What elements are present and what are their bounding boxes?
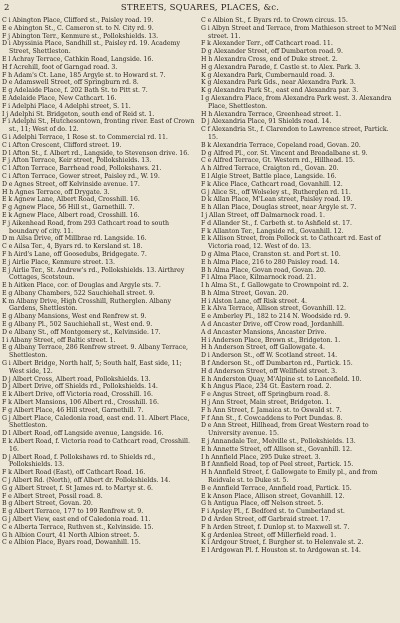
street-entry: B g Albert Street, Govan. 20. bbox=[2, 500, 93, 508]
street-entry: E j Airlie Place, Kenmure street. 13. bbox=[2, 258, 115, 266]
street-entry: I g Alexandra Place, from Alexandra Park west. 3. Alexandra Place, Shettleston. bbox=[201, 94, 392, 110]
street-entry: D g Alexander Street, off Dumbarton road. 9. bbox=[201, 48, 343, 56]
street-entry: E j Annandale Ter., Melville st., Pollokshields. 13. bbox=[201, 438, 356, 446]
street-entry: I j Adelphi St. Bridgeton, south end of Reid st. 1. bbox=[2, 110, 155, 118]
street-entry: F f Ann St., f. Cowcaddens to Port Dundas. 8. bbox=[201, 414, 343, 422]
street-entry: E e Abington St., C. Cameron st. to N. City rd. 9. bbox=[2, 24, 154, 32]
street-entry: F k Albert Road (East), off Cathcart Road. 16. bbox=[2, 469, 146, 477]
page-number: 2 bbox=[4, 3, 10, 13]
street-entry: G i Albyn Street and Terrace, from Mathieson street to M'Neil street. 11. bbox=[201, 24, 397, 40]
street-entry: C e Alfred Terrace, Gt. Western rd., Hillhead. 15. bbox=[201, 157, 355, 165]
street-entry: D g Alfred Pl., cor. St. Vincent and Breadalbane st. 9. bbox=[201, 149, 368, 157]
street-entry: F h Ann Street, f. Jamaica st. to Oswald st. 7. bbox=[201, 406, 342, 414]
street-entry: H h Alexandra Terrace, Greenhead street. 1. bbox=[201, 110, 342, 118]
street-entry: K g Alexandra Park Gds., near Alexandra Park. 3. bbox=[201, 79, 356, 87]
street-entry: F g Agnew Place, 56 Hill st., Garnethill. 7. bbox=[2, 204, 135, 212]
street-entry: B h Alma Street, Govan. 20. bbox=[201, 289, 289, 297]
street-entry: F i Apsley Pl., f. Bedford st. to Cumberland st. bbox=[201, 508, 345, 516]
street-entry: D l Albert Road, off Langside avenue, Langside. 16. bbox=[2, 430, 164, 438]
street-entry: G j Alice St., off Wolseley st., Rutherglen rd. 11. bbox=[201, 188, 351, 196]
street-entry: D i Anderson St., off W. Scotland street. 14. bbox=[201, 352, 338, 360]
street-entry: A d Ancaster Mansions, Ancaster Drive. bbox=[201, 328, 327, 336]
street-entry: E e Amberley Pl., 182 to 214 N. Woodside rd. 9. bbox=[201, 313, 351, 321]
street-entry: E j Airlie Ter., St. Andrew's rd., Pollokshields. 13. Airthrey Cottages, Scotstoun. bbox=[2, 266, 185, 282]
street-entry: I i Albany Street, off Baltic street. 1. bbox=[2, 336, 116, 344]
street-entry: I j Allan Street, off Dalmarnock road. 1. bbox=[201, 211, 325, 219]
street-entry: D g Alma Place, Cranston st. and Port st. 10. bbox=[201, 250, 341, 258]
street-entry: C j Albert Rd. (North), off Albert dr. Pollokshields. 14. bbox=[2, 477, 171, 485]
street-entry: H j Ann Street, Main street, Bridgeton. 1. bbox=[201, 399, 332, 407]
street-entry: F e Angus Street, off Springburn road. 8. bbox=[201, 391, 330, 399]
page-title: STREETS, SQUARES, PLACES, &c. bbox=[120, 3, 280, 13]
street-entry: D e Agnes Street, off Kelvinside avenue. 17. bbox=[2, 180, 140, 188]
street-entry: H h Annfield Street, f. Gallowgate to Emily pl., and from Reidvale st. to Duke st. 5. bbox=[201, 469, 378, 485]
street-entry: E k Anson Place, Allison street, Govanhill. 12. bbox=[201, 492, 345, 500]
street-entry: G i Adelphi Terrace, 1 Rose st. to Commercial rd. 11. bbox=[2, 133, 168, 141]
street-entry: F h Adam's Ct. Lane, 185 Argyle st. to Howard st. 7. bbox=[2, 71, 166, 79]
street-entry: B k Alexandria Terrace, Copeland road, Govan. 20. bbox=[201, 141, 361, 149]
right-column bbox=[201, 17, 397, 555]
street-entry: E k Agnew Lane, Albert Road, Crosshill. 16. bbox=[2, 196, 140, 204]
street-entry: E g Albany Pl., 502 Sauchiehall st., West end. 9. bbox=[2, 321, 153, 329]
street-entry: H h Agnes Terrace, off Drygate. 3. bbox=[2, 188, 110, 196]
street-entry: H i Alston Lane, off Risk street. 4. bbox=[201, 297, 308, 305]
street-entry: E g Adelaide Place, f. 202 Bath St. to Pitt st. 7. bbox=[2, 87, 148, 95]
street-entry: E g Albany Mansions, West end Renfrew st. 9. bbox=[2, 313, 147, 321]
street-entry: E Adelaide Place, New Cathcart. 16. bbox=[2, 94, 117, 102]
street-entry: F k Alice Place, Cathcart road, Govanhill. 12. bbox=[201, 180, 343, 188]
street-entry: E l Achray Terrace, Cathkin Road, Langside. 16. bbox=[2, 55, 154, 63]
street-entry: H d Anderson Street, off Wellfield street. 3. bbox=[201, 367, 338, 375]
street-entry: E h Annette Street, off Allison st., Govanhill. 12. bbox=[201, 445, 352, 453]
street-entry: F k Allanton Ter., Langside rd., Govanhill. 12. bbox=[201, 227, 344, 235]
street-entry: F g Albert Place, 46 Hill street, Garnethill. 7. bbox=[2, 406, 144, 414]
street-entry: D j Albert Road, f. Pollokshaws rd. to Shields rd., Pollokshields. 13. bbox=[2, 453, 156, 469]
street-entry: F i Adelphi Place, 4 Adelphi street, S. 11. bbox=[2, 102, 131, 110]
street-entry: C f Alexandria St., f. Clarendon to Lawrence street, Partick. 15. bbox=[201, 126, 389, 141]
street-entry: E k Albert Road, f. Victoria road to Cathcart road, Crosshill. 16. bbox=[2, 438, 191, 453]
street-entry: K g Alexandra Park St., east end Alexandra par. 3. bbox=[201, 87, 359, 95]
street-entry: E h Anderston Quay, M'Alpine st. to Lancefield. 10. bbox=[201, 375, 362, 383]
street-entry: C l Afton Terrace, Barrhead road, Pollokshaws. 21. bbox=[2, 165, 162, 173]
street-entry: K g Ardenlea Street, off Millerfield road. 1. bbox=[201, 531, 337, 539]
street-entry: E h Alma Place, 216 to 280 Paisley road. 14. bbox=[201, 258, 340, 266]
street-entry: E h Aitken Place, cor. of Douglas and Argyle sts. 7. bbox=[2, 282, 161, 290]
street-entry: C e Ailsa Ter., 4, Byars rd. to Kersland st. 18. bbox=[2, 243, 143, 251]
street-entry: G i Albert Bridge, North half, 5; South half, East side, 11; West side, 12. bbox=[2, 360, 182, 375]
street-entry: E k Agnew Place, Albert road, Crosshill. 16. bbox=[2, 211, 140, 219]
street-entry: K i Ardgour Street, f. Burgher st. to Helenvale st. 2. bbox=[201, 539, 364, 547]
street-entry: C e Albion St., f. Byars rd. to Crown circus. 15. bbox=[201, 17, 348, 24]
left-column bbox=[2, 17, 198, 547]
street-entry: D i Abyssinia Place, Sandhill st., Paisley rd. 19. Academy Street, Shettleston. bbox=[2, 40, 181, 56]
street-entry: H h Anderson Street, off Gallowgate. 4. bbox=[201, 344, 326, 352]
street-entry: E k Albert Drive, off Victoria road, Crosshill. 16. bbox=[2, 391, 154, 399]
street-entry: D j Albert Cross, Albert road, Pollokshields. 13. bbox=[2, 375, 151, 383]
street-entry: D j Alexandria Place, 91 Shields road. 14. bbox=[201, 118, 332, 126]
street-entry: I h Annfield Place, 295 Duke street. 3. bbox=[201, 453, 321, 461]
street-entry: K h Angus Place, 234 Gt. Eastern road. 2. bbox=[201, 383, 332, 391]
street-entry: G h Albion Court, 41 North Albion street. 5. bbox=[2, 531, 140, 539]
street-entry: F i Adelphi St., Hutchesontown, fronting river. East of Crown st., 11; West of do. 12. bbox=[2, 118, 195, 134]
street-entry: E k Allison Street, from Pollock st. to Cathcart rd. East of Victoria road, 12. West of do. 13. bbox=[201, 235, 381, 251]
street-entry: A d Ancaster Drive, off Crow road, Jordanhill. bbox=[201, 321, 344, 329]
street-entry: A h Alfred Terrace, Craigton rd., Govan. 20. bbox=[201, 165, 339, 173]
street-entry: G g Albert Street, f. St James rd. to Martyr st. 6. bbox=[2, 484, 154, 492]
street-entry: G j Albert View, east end of Caledonia road. 11. bbox=[2, 516, 151, 523]
street-entry: F k Alexander Terr., off Cathcart road. 11. bbox=[201, 40, 333, 48]
street-entry: G h Antigua Place, off Nelson street. 5. bbox=[201, 500, 324, 508]
street-entry: D m Ailsa Drive, off Millbrae rd. Langside. 16. bbox=[2, 235, 147, 243]
street-entry: F j Afton Terrace, Keir street, Pollokshields. 13. bbox=[2, 157, 152, 165]
street-entry: H g Alexandra Parade, f. Castle st. to Alex. Park. 3. bbox=[201, 63, 361, 71]
street-entry: C e Albion Place, Byars road, Dowanhill. 15. bbox=[2, 539, 141, 547]
street-entry: B f Annfield Road, top of Peel street, Partick. 15. bbox=[201, 461, 354, 469]
street-entry: E g Albert Terrace, 177 to 199 Renfrew st. 9. bbox=[2, 508, 144, 516]
street-entry: K g Alexandra Park, Cumbernauld road. 3. bbox=[201, 71, 335, 79]
street-entry: H f Acrehill, foot of Garngad road. 3. bbox=[2, 63, 118, 71]
street-entry: B e Annfield Terrace, Annfield road, Partick. 15. bbox=[201, 484, 352, 492]
street-entry: D e Albany St., off Montgomery st., Kelvinside. 17. bbox=[2, 328, 161, 336]
street-entry: D j Albert Drive, off Shields rd., Pollokshields. 14. bbox=[2, 383, 158, 391]
street-entry: F j Aikenhead Road, from 293 Cathcart road to south boundary of city. 11. bbox=[2, 219, 169, 235]
street-entry: B h Alma Place, Govan road, Govan. 20. bbox=[201, 266, 326, 274]
street-entry: C e Alberta Terrace, Ruthven st., Kelvinside. 15. bbox=[2, 523, 154, 531]
street-entry: F h Arden Street, f. Dunlop st. to Maxwell st. 7. bbox=[201, 523, 350, 531]
street-entry: C i Abington Place, Clifford st., Paisley road. 19. bbox=[2, 17, 154, 24]
street-entry: D l Afton St., f. Albert rd., Langside, to Stevenson drive. 16. bbox=[2, 149, 190, 157]
street-entry: K m Albany Drive, High Crosshill, Rutherglen. Albany Gardens, Shettleston. bbox=[2, 297, 172, 313]
street-entry: D k Allan Place, M'Lean street, Paisley road. 19. bbox=[201, 196, 353, 204]
street-entry: E l Algie Street, Battle place, Langside. 16. bbox=[201, 172, 337, 180]
street-entry: F j Abington Terr., Kenmure st., Pollokshields. 13. bbox=[2, 32, 159, 40]
street-entry: C i Afton Crescent, Clifford street. 19. bbox=[2, 141, 122, 149]
street-entry: H h Alexandra Cross, end of Duke street. 2. bbox=[201, 55, 338, 63]
street-entry: F l Alma Place, Kilmarnock road. 21. bbox=[201, 274, 317, 282]
street-entry: E g Albany Terrace, 286 Renfrew street. 9. Albany Terrace, Shettleston. bbox=[2, 344, 189, 360]
street-entry: D d Arden Street, off Garbraid street. 17. bbox=[201, 516, 331, 523]
page-header bbox=[0, 2, 400, 14]
street-entry: E l Ardgowan Pl. f. Houston st. to Ardgowan st. 14. bbox=[201, 547, 361, 555]
street-entry: F d Allander St., f. Carbeth st. to Ashfield st. 17. bbox=[201, 219, 352, 227]
street-entry: F e Albert Street, Possil road. 8. bbox=[2, 492, 103, 500]
street-entry: E h Allan Place, Douglas street, near Argyle st. 7. bbox=[201, 204, 357, 212]
street-entry: E k Alva Terrace, Allison street, Govanhill. 12. bbox=[201, 305, 346, 313]
street-entry: H i Anderson Place, Brown st., Bridgeton. 1. bbox=[201, 336, 341, 344]
street-entry: D e Adamswell Street, off Springburn rd. 8. bbox=[2, 79, 139, 87]
street-entry: D e Ann Street, Hillhead, from Great Western road to University avenue. 15. bbox=[201, 422, 369, 438]
street-entry: I h Alma St., f. Gallowgate to Crownpoint rd. 2. bbox=[201, 282, 349, 290]
street-entry: B f Anderson St., off Dumbarton rd., Partick. 15. bbox=[201, 360, 353, 368]
street-entry: E g Albany Chambers, 522 Sauchiehall street. 9. bbox=[2, 289, 155, 297]
street-entry: F h Aird's Lane, off Goosedubs, Bridgegate. 7. bbox=[2, 250, 147, 258]
street-entry: G j Albert Place, Caledonia road, east end. 11. Albert Place, Shettleston. bbox=[2, 414, 190, 430]
street-entry: F k Albert Mansions, 106 Albert rd., Crosshill. 16. bbox=[2, 399, 159, 407]
street-entry: C i Afton Terrace, Gower street, Paisley rd., W. 19. bbox=[2, 172, 160, 180]
